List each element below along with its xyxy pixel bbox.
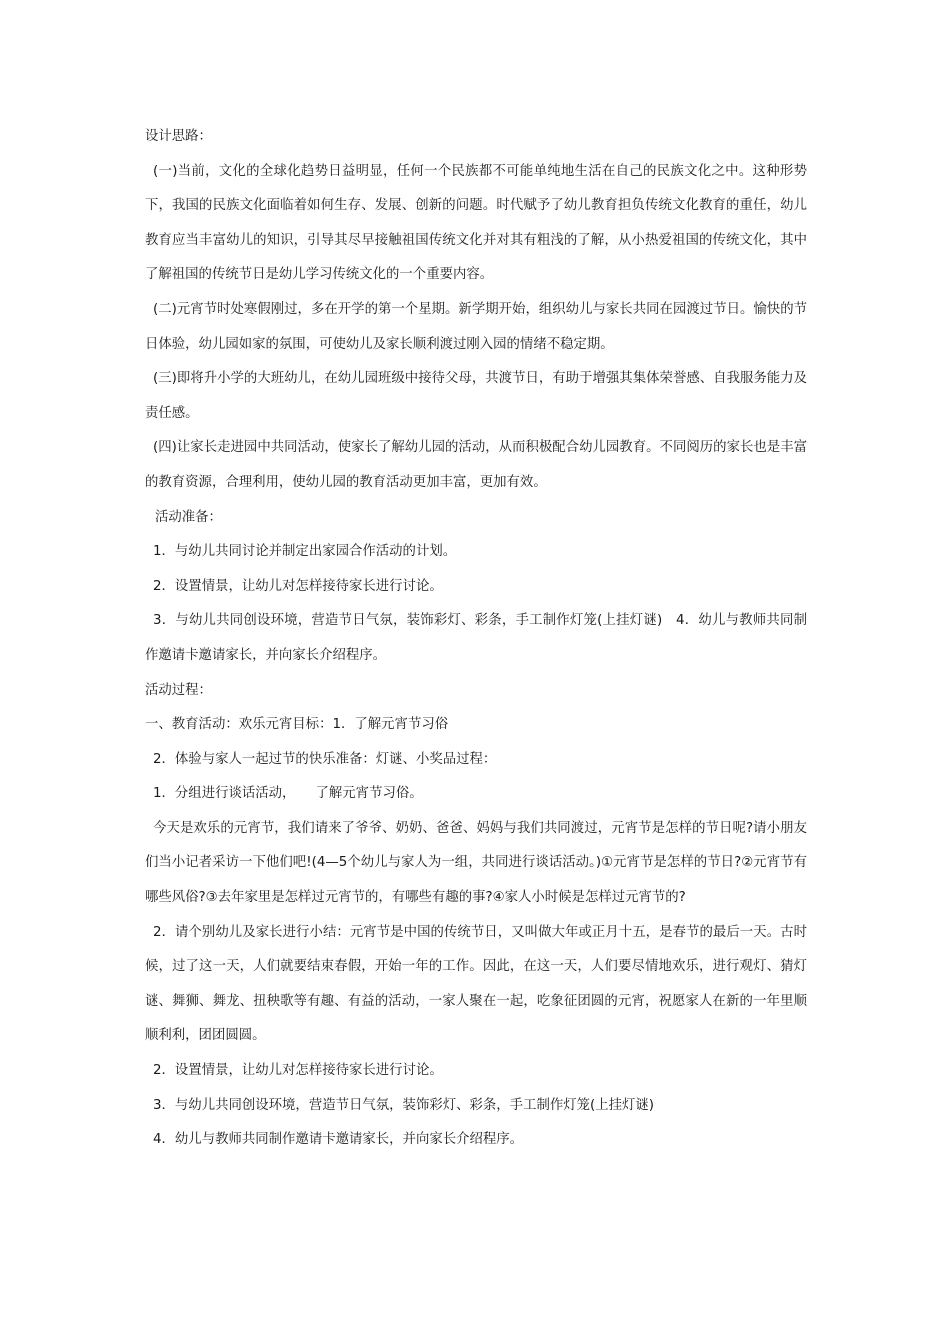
list-item-environment: 3．与幼儿共同创设环境，营造节日气氛，装饰彩灯、彩条，手工制作灯笼(上挂灯谜): [153, 1097, 655, 1113]
paragraph-interview: 今天是欢乐的元宵节，我们请来了爷爷、奶奶、爸爸、妈妈与我们共同渡过，元宵节是怎样的节日呢?请小朋友们当小记者采访一下他们吧!(4—5个幼儿与家人为一组，共同进行谈话活动。)①元宵节是怎样的节日?②元宵节有哪些风俗?③去年家里是怎样过元宵节的，有哪些有趣的事?④家人小时候是怎样过元宵节的?: [145, 820, 807, 906]
paragraph-design-idea-3: (三)即将升小学的大班幼儿，在幼儿园班级中接待父母，共渡节日，有助于增强其集体荣誉感、自我服务能力及责任感。: [145, 371, 807, 421]
list-item-preparation-2: 2．设置情景，让幼儿对怎样接待家长进行讨论。: [153, 578, 443, 594]
section-education-activity: 一、教育活动：欢乐元宵目标：1．了解元宵节习俗: [145, 717, 449, 733]
list-item-invitation: 4．幼儿与教师共同制作邀请卡邀请家长，并向家长介绍程序。: [153, 1132, 524, 1148]
heading-design-ideas: 设计思路：: [145, 129, 212, 144]
list-item-preparation-1: 1．与幼儿共同讨论并制定出家园合作活动的计划。: [153, 544, 457, 560]
list-item-preparation-3: 3．与幼儿共同创设环境，营造节日气氛，装饰彩灯、彩条，手工制作灯笼(上挂灯谜) 4．幼儿与教师共同制作邀请卡邀请家长，并向家长介绍程序。: [145, 613, 807, 663]
list-item-summary: 2．请个别幼儿及家长进行小结：元宵节是中国的传统节日，又叫做大年或正月十五，是春节的最后一天。古时候，过了这一天，人们就要结束春假，开始一年的工作。因此，在这一天，人们要尽情地欢乐，进行观灯、猜灯谜、舞狮、舞龙、扭秧歌等有趣、有益的活动，一家人聚在一起，吃象征团圆的元宵，祝愿家人在新的一年里顺顺利利，团团圆圆。: [145, 924, 807, 1044]
list-item-scenario: 2．设置情景，让幼儿对怎样接待家长进行讨论。: [153, 1063, 443, 1079]
paragraph-design-idea-4: (四)让家长走进园中共同活动，使家长了解幼儿园的活动，从而积极配合幼儿园教育。不同阅历的家长也是丰富的教育资源，合理利用，使幼儿园的教育活动更加丰富，更加有效。: [145, 440, 807, 490]
heading-activity-preparation: 活动准备：: [155, 509, 222, 525]
paragraph-design-idea-2: (二)元宵节时处寒假刚过，多在开学的第一个星期。新学期开始，组织幼儿与家长共同在园渡过节日。愉快的节日体验，幼儿园如家的氛围，可使幼儿及家长顺利渡过刚入园的情绪不稳定期。: [145, 301, 807, 352]
heading-activity-process: 活动过程：: [145, 682, 212, 698]
paragraph-design-idea-1: (一)当前，文化的全球化趋势日益明显，任何一个民族都不可能单纯地生活在自己的民族文化之中。这种形势下，我国的民族文化面临着如何生存、发展、创新的问题。时代赋予了幼儿教育担负传统文化教育的重任，幼儿教育应当丰富幼儿的知识，引导其尽早接触祖国传统文化并对其有粗浅的了解，从小热爱祖国的传统文化，其中了解祖国的传统节日是幼儿学习传统文化的一个重要内容。: [145, 163, 807, 283]
list-item-goal-2: 2．体验与家人一起过节的快乐准备：灯谜、小奖品过程：: [153, 751, 497, 767]
list-item-process-1: 1．分组进行谈话活动， 了解元宵节习俗。: [153, 786, 423, 802]
document-page: [145, 120, 807, 1158]
